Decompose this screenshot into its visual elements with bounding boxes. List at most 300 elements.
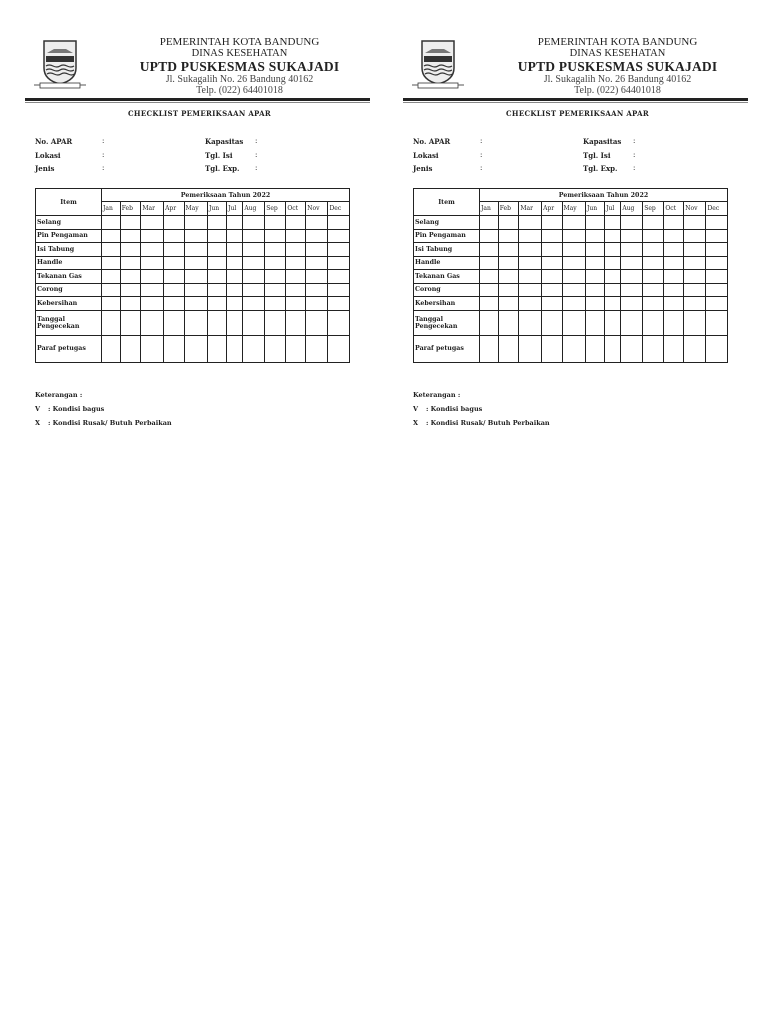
- check-cell[interactable]: [184, 243, 207, 257]
- check-cell[interactable]: [480, 229, 499, 243]
- check-cell[interactable]: [684, 229, 706, 243]
- check-cell[interactable]: [480, 297, 499, 311]
- row-label: Corong: [36, 283, 102, 297]
- check-cell[interactable]: [706, 297, 728, 311]
- row-label: Tekanan Gas: [414, 270, 480, 284]
- check-cell[interactable]: [265, 216, 286, 230]
- check-cell[interactable]: [480, 243, 499, 257]
- check-cell[interactable]: [328, 310, 350, 335]
- month-header-nov: Nov: [684, 202, 706, 216]
- check-cell[interactable]: [306, 216, 328, 230]
- check-cell[interactable]: [684, 283, 706, 297]
- check-cell[interactable]: [184, 335, 207, 362]
- check-cell[interactable]: [621, 243, 643, 257]
- month-header-oct: Oct: [286, 202, 306, 216]
- table-row: [36, 335, 350, 362]
- row-label: Tanggal Pengecekan: [36, 310, 102, 335]
- month-header-jan: Jan: [102, 202, 121, 216]
- label-tgl-exp: Tgl. Exp.: [205, 164, 240, 173]
- check-cell[interactable]: [621, 270, 643, 284]
- check-cell[interactable]: [227, 283, 243, 297]
- month-header-jun: Jun: [585, 202, 604, 216]
- check-cell[interactable]: [141, 216, 164, 230]
- check-cell[interactable]: [141, 283, 164, 297]
- colon: :: [102, 151, 105, 159]
- check-cell[interactable]: [498, 310, 519, 335]
- check-cell[interactable]: [141, 335, 164, 362]
- check-cell[interactable]: [265, 310, 286, 335]
- check-cell[interactable]: [141, 270, 164, 284]
- header-department: DINAS KESEHATAN: [191, 48, 288, 59]
- check-cell[interactable]: [328, 335, 350, 362]
- check-cell[interactable]: [102, 335, 121, 362]
- check-cell[interactable]: [306, 243, 328, 257]
- check-cell[interactable]: [664, 229, 684, 243]
- check-cell[interactable]: [207, 216, 226, 230]
- check-cell[interactable]: [621, 335, 643, 362]
- table-row: [414, 283, 728, 297]
- check-cell[interactable]: [102, 297, 121, 311]
- check-cell[interactable]: [664, 243, 684, 257]
- check-cell[interactable]: [306, 256, 328, 270]
- check-cell[interactable]: [120, 283, 141, 297]
- check-cell[interactable]: [243, 297, 265, 311]
- check-cell[interactable]: [120, 335, 141, 362]
- check-cell[interactable]: [621, 283, 643, 297]
- check-cell[interactable]: [643, 283, 664, 297]
- table-row: [36, 283, 350, 297]
- inspection-table: [35, 188, 350, 363]
- check-cell[interactable]: [562, 229, 585, 243]
- check-cell[interactable]: [207, 229, 226, 243]
- check-cell[interactable]: [562, 335, 585, 362]
- check-cell[interactable]: [519, 297, 542, 311]
- colon: :: [102, 137, 105, 145]
- check-cell[interactable]: [519, 243, 542, 257]
- month-header-sep: Sep: [643, 202, 664, 216]
- month-header-may: May: [184, 202, 207, 216]
- check-cell[interactable]: [120, 297, 141, 311]
- check-cell[interactable]: [621, 256, 643, 270]
- check-cell[interactable]: [480, 283, 499, 297]
- check-cell[interactable]: [102, 229, 121, 243]
- check-cell[interactable]: [605, 270, 621, 284]
- check-cell[interactable]: [498, 297, 519, 311]
- row-label: Isi Tabung: [414, 243, 480, 257]
- label-tgl-isi: Tgl. Isi: [205, 151, 233, 160]
- check-cell[interactable]: [562, 297, 585, 311]
- check-cell[interactable]: [643, 270, 664, 284]
- check-cell[interactable]: [480, 335, 499, 362]
- check-cell[interactable]: [207, 297, 226, 311]
- check-cell[interactable]: [664, 310, 684, 335]
- check-cell[interactable]: [519, 216, 542, 230]
- check-cell[interactable]: [265, 270, 286, 284]
- check-cell[interactable]: [664, 270, 684, 284]
- check-cell[interactable]: [542, 216, 562, 230]
- check-cell[interactable]: [664, 283, 684, 297]
- check-cell[interactable]: [120, 229, 141, 243]
- check-cell[interactable]: [605, 216, 621, 230]
- check-cell[interactable]: [286, 270, 306, 284]
- check-cell[interactable]: [306, 310, 328, 335]
- check-cell[interactable]: [706, 216, 728, 230]
- check-cell[interactable]: [164, 229, 184, 243]
- check-cell[interactable]: [684, 256, 706, 270]
- check-cell[interactable]: [585, 216, 604, 230]
- check-cell[interactable]: [542, 243, 562, 257]
- header-department: DINAS KESEHATAN: [569, 48, 666, 59]
- table-row: [36, 229, 350, 243]
- check-cell[interactable]: [227, 270, 243, 284]
- row-label: Selang: [36, 216, 102, 230]
- check-cell[interactable]: [328, 283, 350, 297]
- legend-title: Keterangan :: [413, 391, 461, 399]
- check-cell[interactable]: [120, 270, 141, 284]
- check-cell[interactable]: [102, 283, 121, 297]
- legend-title: Keterangan :: [35, 391, 83, 399]
- check-cell[interactable]: [164, 335, 184, 362]
- check-cell[interactable]: [265, 297, 286, 311]
- check-cell[interactable]: [643, 256, 664, 270]
- table-row: [36, 270, 350, 284]
- check-cell[interactable]: [706, 256, 728, 270]
- check-cell[interactable]: [605, 297, 621, 311]
- label-tgl-isi: Tgl. Isi: [583, 151, 611, 160]
- check-cell[interactable]: [605, 283, 621, 297]
- check-cell[interactable]: [542, 229, 562, 243]
- check-cell[interactable]: [585, 310, 604, 335]
- check-cell[interactable]: [243, 335, 265, 362]
- check-cell[interactable]: [585, 229, 604, 243]
- table-row: [36, 256, 350, 270]
- check-cell[interactable]: [286, 229, 306, 243]
- check-cell[interactable]: [480, 270, 499, 284]
- check-cell[interactable]: [706, 243, 728, 257]
- check-cell[interactable]: [605, 256, 621, 270]
- check-cell[interactable]: [498, 335, 519, 362]
- check-cell[interactable]: [265, 256, 286, 270]
- check-cell[interactable]: [227, 229, 243, 243]
- header-institution: UPTD PUSKESMAS SUKAJADI: [517, 59, 718, 74]
- check-cell[interactable]: [643, 229, 664, 243]
- header-divider-thin: [25, 102, 370, 103]
- check-cell[interactable]: [207, 283, 226, 297]
- check-cell[interactable]: [184, 216, 207, 230]
- check-cell[interactable]: [664, 297, 684, 311]
- check-cell[interactable]: [184, 297, 207, 311]
- check-cell[interactable]: [585, 256, 604, 270]
- check-cell[interactable]: [164, 216, 184, 230]
- check-cell[interactable]: [141, 256, 164, 270]
- check-cell[interactable]: [102, 270, 121, 284]
- check-cell[interactable]: [286, 256, 306, 270]
- check-cell[interactable]: [141, 229, 164, 243]
- check-cell[interactable]: [328, 270, 350, 284]
- colon: :: [480, 137, 483, 145]
- month-header-may: May: [562, 202, 585, 216]
- check-cell[interactable]: [227, 335, 243, 362]
- month-header-nov: Nov: [306, 202, 328, 216]
- row-label: Kebersihan: [36, 297, 102, 311]
- check-cell[interactable]: [542, 270, 562, 284]
- check-cell[interactable]: [542, 297, 562, 311]
- month-header-aug: Aug: [621, 202, 643, 216]
- check-cell[interactable]: [480, 216, 499, 230]
- check-cell[interactable]: [286, 297, 306, 311]
- check-cell[interactable]: [498, 256, 519, 270]
- check-cell[interactable]: [605, 310, 621, 335]
- check-cell[interactable]: [286, 283, 306, 297]
- form-title: CHECKLIST PEMERIKSAAN APAR: [506, 109, 649, 118]
- check-cell[interactable]: [207, 243, 226, 257]
- check-cell[interactable]: [328, 216, 350, 230]
- label-tgl-exp: Tgl. Exp.: [583, 164, 618, 173]
- check-cell[interactable]: [706, 229, 728, 243]
- checklist-form-right: [400, 30, 755, 440]
- month-header-jul: Jul: [227, 202, 243, 216]
- check-cell[interactable]: [306, 297, 328, 311]
- check-cell[interactable]: [227, 256, 243, 270]
- label-jenis: Jenis: [35, 164, 55, 173]
- check-cell[interactable]: [286, 335, 306, 362]
- check-cell[interactable]: [184, 256, 207, 270]
- colon: :: [633, 151, 636, 159]
- table-row: [36, 297, 350, 311]
- check-cell[interactable]: [164, 297, 184, 311]
- colon: :: [255, 151, 258, 159]
- check-cell[interactable]: [684, 243, 706, 257]
- check-cell[interactable]: [184, 270, 207, 284]
- month-header-dec: Dec: [328, 202, 350, 216]
- header-divider: [25, 98, 370, 101]
- check-cell[interactable]: [265, 283, 286, 297]
- check-cell[interactable]: [265, 243, 286, 257]
- check-cell[interactable]: [519, 335, 542, 362]
- check-cell[interactable]: [243, 243, 265, 257]
- label-no-apar: No. APAR: [35, 137, 73, 146]
- check-cell[interactable]: [102, 256, 121, 270]
- check-cell[interactable]: [562, 310, 585, 335]
- check-cell[interactable]: [684, 310, 706, 335]
- check-cell[interactable]: [585, 243, 604, 257]
- check-cell[interactable]: [519, 256, 542, 270]
- row-label: Kebersihan: [414, 297, 480, 311]
- check-cell[interactable]: [306, 335, 328, 362]
- month-header-mar: Mar: [141, 202, 164, 216]
- legend-x-symbol: X: [413, 419, 419, 427]
- legend-v-symbol: V: [35, 405, 41, 413]
- month-header-mar: Mar: [519, 202, 542, 216]
- check-cell[interactable]: [227, 216, 243, 230]
- check-cell[interactable]: [164, 283, 184, 297]
- check-cell[interactable]: [120, 243, 141, 257]
- check-cell[interactable]: [243, 216, 265, 230]
- check-cell[interactable]: [184, 310, 207, 335]
- label-kapasitas: Kapasitas: [583, 137, 622, 146]
- check-cell[interactable]: [498, 229, 519, 243]
- check-cell[interactable]: [306, 283, 328, 297]
- legend-x-text: : Kondisi Rusak/ Butuh Perbaikan: [48, 419, 172, 427]
- check-cell[interactable]: [227, 243, 243, 257]
- check-cell[interactable]: [286, 243, 306, 257]
- check-cell[interactable]: [164, 243, 184, 257]
- check-cell[interactable]: [141, 310, 164, 335]
- check-cell[interactable]: [120, 216, 141, 230]
- check-cell[interactable]: [184, 229, 207, 243]
- check-cell[interactable]: [328, 229, 350, 243]
- check-cell[interactable]: [306, 229, 328, 243]
- check-cell[interactable]: [643, 297, 664, 311]
- year-header: Pemeriksaan Tahun 2022: [480, 189, 728, 202]
- check-cell[interactable]: [519, 310, 542, 335]
- colon: :: [633, 164, 636, 172]
- check-cell[interactable]: [562, 283, 585, 297]
- check-cell[interactable]: [328, 243, 350, 257]
- row-label: Tanggal Pengecekan: [414, 310, 480, 335]
- check-cell[interactable]: [605, 335, 621, 362]
- row-label: Paraf petugas: [36, 335, 102, 362]
- check-cell[interactable]: [243, 229, 265, 243]
- header-government: PEMERINTAH KOTA BANDUNG: [159, 36, 320, 48]
- check-cell[interactable]: [328, 297, 350, 311]
- month-header-jul: Jul: [605, 202, 621, 216]
- check-cell[interactable]: [605, 243, 621, 257]
- check-cell[interactable]: [265, 335, 286, 362]
- city-emblem-logo: [32, 38, 88, 90]
- check-cell[interactable]: [621, 310, 643, 335]
- check-cell[interactable]: [164, 270, 184, 284]
- check-cell[interactable]: [621, 297, 643, 311]
- check-cell[interactable]: [207, 270, 226, 284]
- check-cell[interactable]: [562, 270, 585, 284]
- row-label: Selang: [414, 216, 480, 230]
- check-cell[interactable]: [562, 256, 585, 270]
- check-cell[interactable]: [265, 229, 286, 243]
- check-cell[interactable]: [562, 216, 585, 230]
- check-cell[interactable]: [328, 256, 350, 270]
- check-cell[interactable]: [643, 216, 664, 230]
- month-header-feb: Feb: [498, 202, 519, 216]
- check-cell[interactable]: [684, 270, 706, 284]
- row-label: Tekanan Gas: [36, 270, 102, 284]
- check-cell[interactable]: [243, 283, 265, 297]
- row-label: Handle: [414, 256, 480, 270]
- check-cell[interactable]: [498, 243, 519, 257]
- check-cell[interactable]: [227, 297, 243, 311]
- check-cell[interactable]: [621, 216, 643, 230]
- check-cell[interactable]: [684, 216, 706, 230]
- label-lokasi: Lokasi: [413, 151, 439, 160]
- check-cell[interactable]: [102, 310, 121, 335]
- check-cell[interactable]: [706, 335, 728, 362]
- check-cell[interactable]: [562, 243, 585, 257]
- month-header-jun: Jun: [207, 202, 226, 216]
- legend-v-text: : Kondisi bagus: [48, 405, 105, 413]
- check-cell[interactable]: [664, 335, 684, 362]
- check-cell[interactable]: [184, 283, 207, 297]
- row-label: Handle: [36, 256, 102, 270]
- check-cell[interactable]: [585, 335, 604, 362]
- check-cell[interactable]: [498, 283, 519, 297]
- check-cell[interactable]: [207, 335, 226, 362]
- check-cell[interactable]: [664, 216, 684, 230]
- check-cell[interactable]: [519, 270, 542, 284]
- check-cell[interactable]: [480, 256, 499, 270]
- check-cell[interactable]: [684, 297, 706, 311]
- table-row: [414, 310, 728, 335]
- header-phone: Telp. (022) 64401018: [196, 85, 283, 96]
- check-cell[interactable]: [102, 243, 121, 257]
- check-cell[interactable]: [519, 229, 542, 243]
- check-cell[interactable]: [102, 216, 121, 230]
- inspection-table: [413, 188, 728, 363]
- check-cell[interactable]: [585, 297, 604, 311]
- label-jenis: Jenis: [413, 164, 433, 173]
- check-cell[interactable]: [498, 270, 519, 284]
- table-row: [414, 243, 728, 257]
- legend-v-symbol: V: [413, 405, 419, 413]
- table-row: [414, 229, 728, 243]
- check-cell[interactable]: [286, 310, 306, 335]
- header-government: PEMERINTAH KOTA BANDUNG: [537, 36, 698, 48]
- check-cell[interactable]: [120, 310, 141, 335]
- check-cell[interactable]: [519, 283, 542, 297]
- check-cell[interactable]: [480, 310, 499, 335]
- check-cell[interactable]: [585, 283, 604, 297]
- check-cell[interactable]: [243, 310, 265, 335]
- check-cell[interactable]: [643, 243, 664, 257]
- header-divider-thin: [403, 102, 748, 103]
- header-institution: UPTD PUSKESMAS SUKAJADI: [139, 59, 340, 74]
- colon: :: [480, 151, 483, 159]
- table-row: [414, 335, 728, 362]
- check-cell[interactable]: [286, 216, 306, 230]
- check-cell[interactable]: [542, 283, 562, 297]
- check-cell[interactable]: [664, 256, 684, 270]
- check-cell[interactable]: [207, 310, 226, 335]
- check-cell[interactable]: [706, 270, 728, 284]
- month-header-oct: Oct: [664, 202, 684, 216]
- header-divider: [403, 98, 748, 101]
- check-cell[interactable]: [243, 256, 265, 270]
- check-cell[interactable]: [243, 270, 265, 284]
- check-cell[interactable]: [120, 256, 141, 270]
- check-cell[interactable]: [643, 335, 664, 362]
- check-cell[interactable]: [542, 335, 562, 362]
- check-cell[interactable]: [164, 256, 184, 270]
- check-cell[interactable]: [706, 283, 728, 297]
- check-cell[interactable]: [141, 243, 164, 257]
- table-row: [414, 270, 728, 284]
- check-cell[interactable]: [605, 229, 621, 243]
- check-cell[interactable]: [643, 310, 664, 335]
- check-cell[interactable]: [227, 310, 243, 335]
- check-cell[interactable]: [306, 270, 328, 284]
- check-cell[interactable]: [141, 297, 164, 311]
- check-cell[interactable]: [164, 310, 184, 335]
- check-cell[interactable]: [542, 310, 562, 335]
- check-cell[interactable]: [706, 310, 728, 335]
- table-row: [414, 216, 728, 230]
- check-cell[interactable]: [621, 229, 643, 243]
- check-cell[interactable]: [207, 256, 226, 270]
- check-cell[interactable]: [542, 256, 562, 270]
- check-cell[interactable]: [585, 270, 604, 284]
- check-cell[interactable]: [684, 335, 706, 362]
- check-cell[interactable]: [498, 216, 519, 230]
- table-row: [414, 256, 728, 270]
